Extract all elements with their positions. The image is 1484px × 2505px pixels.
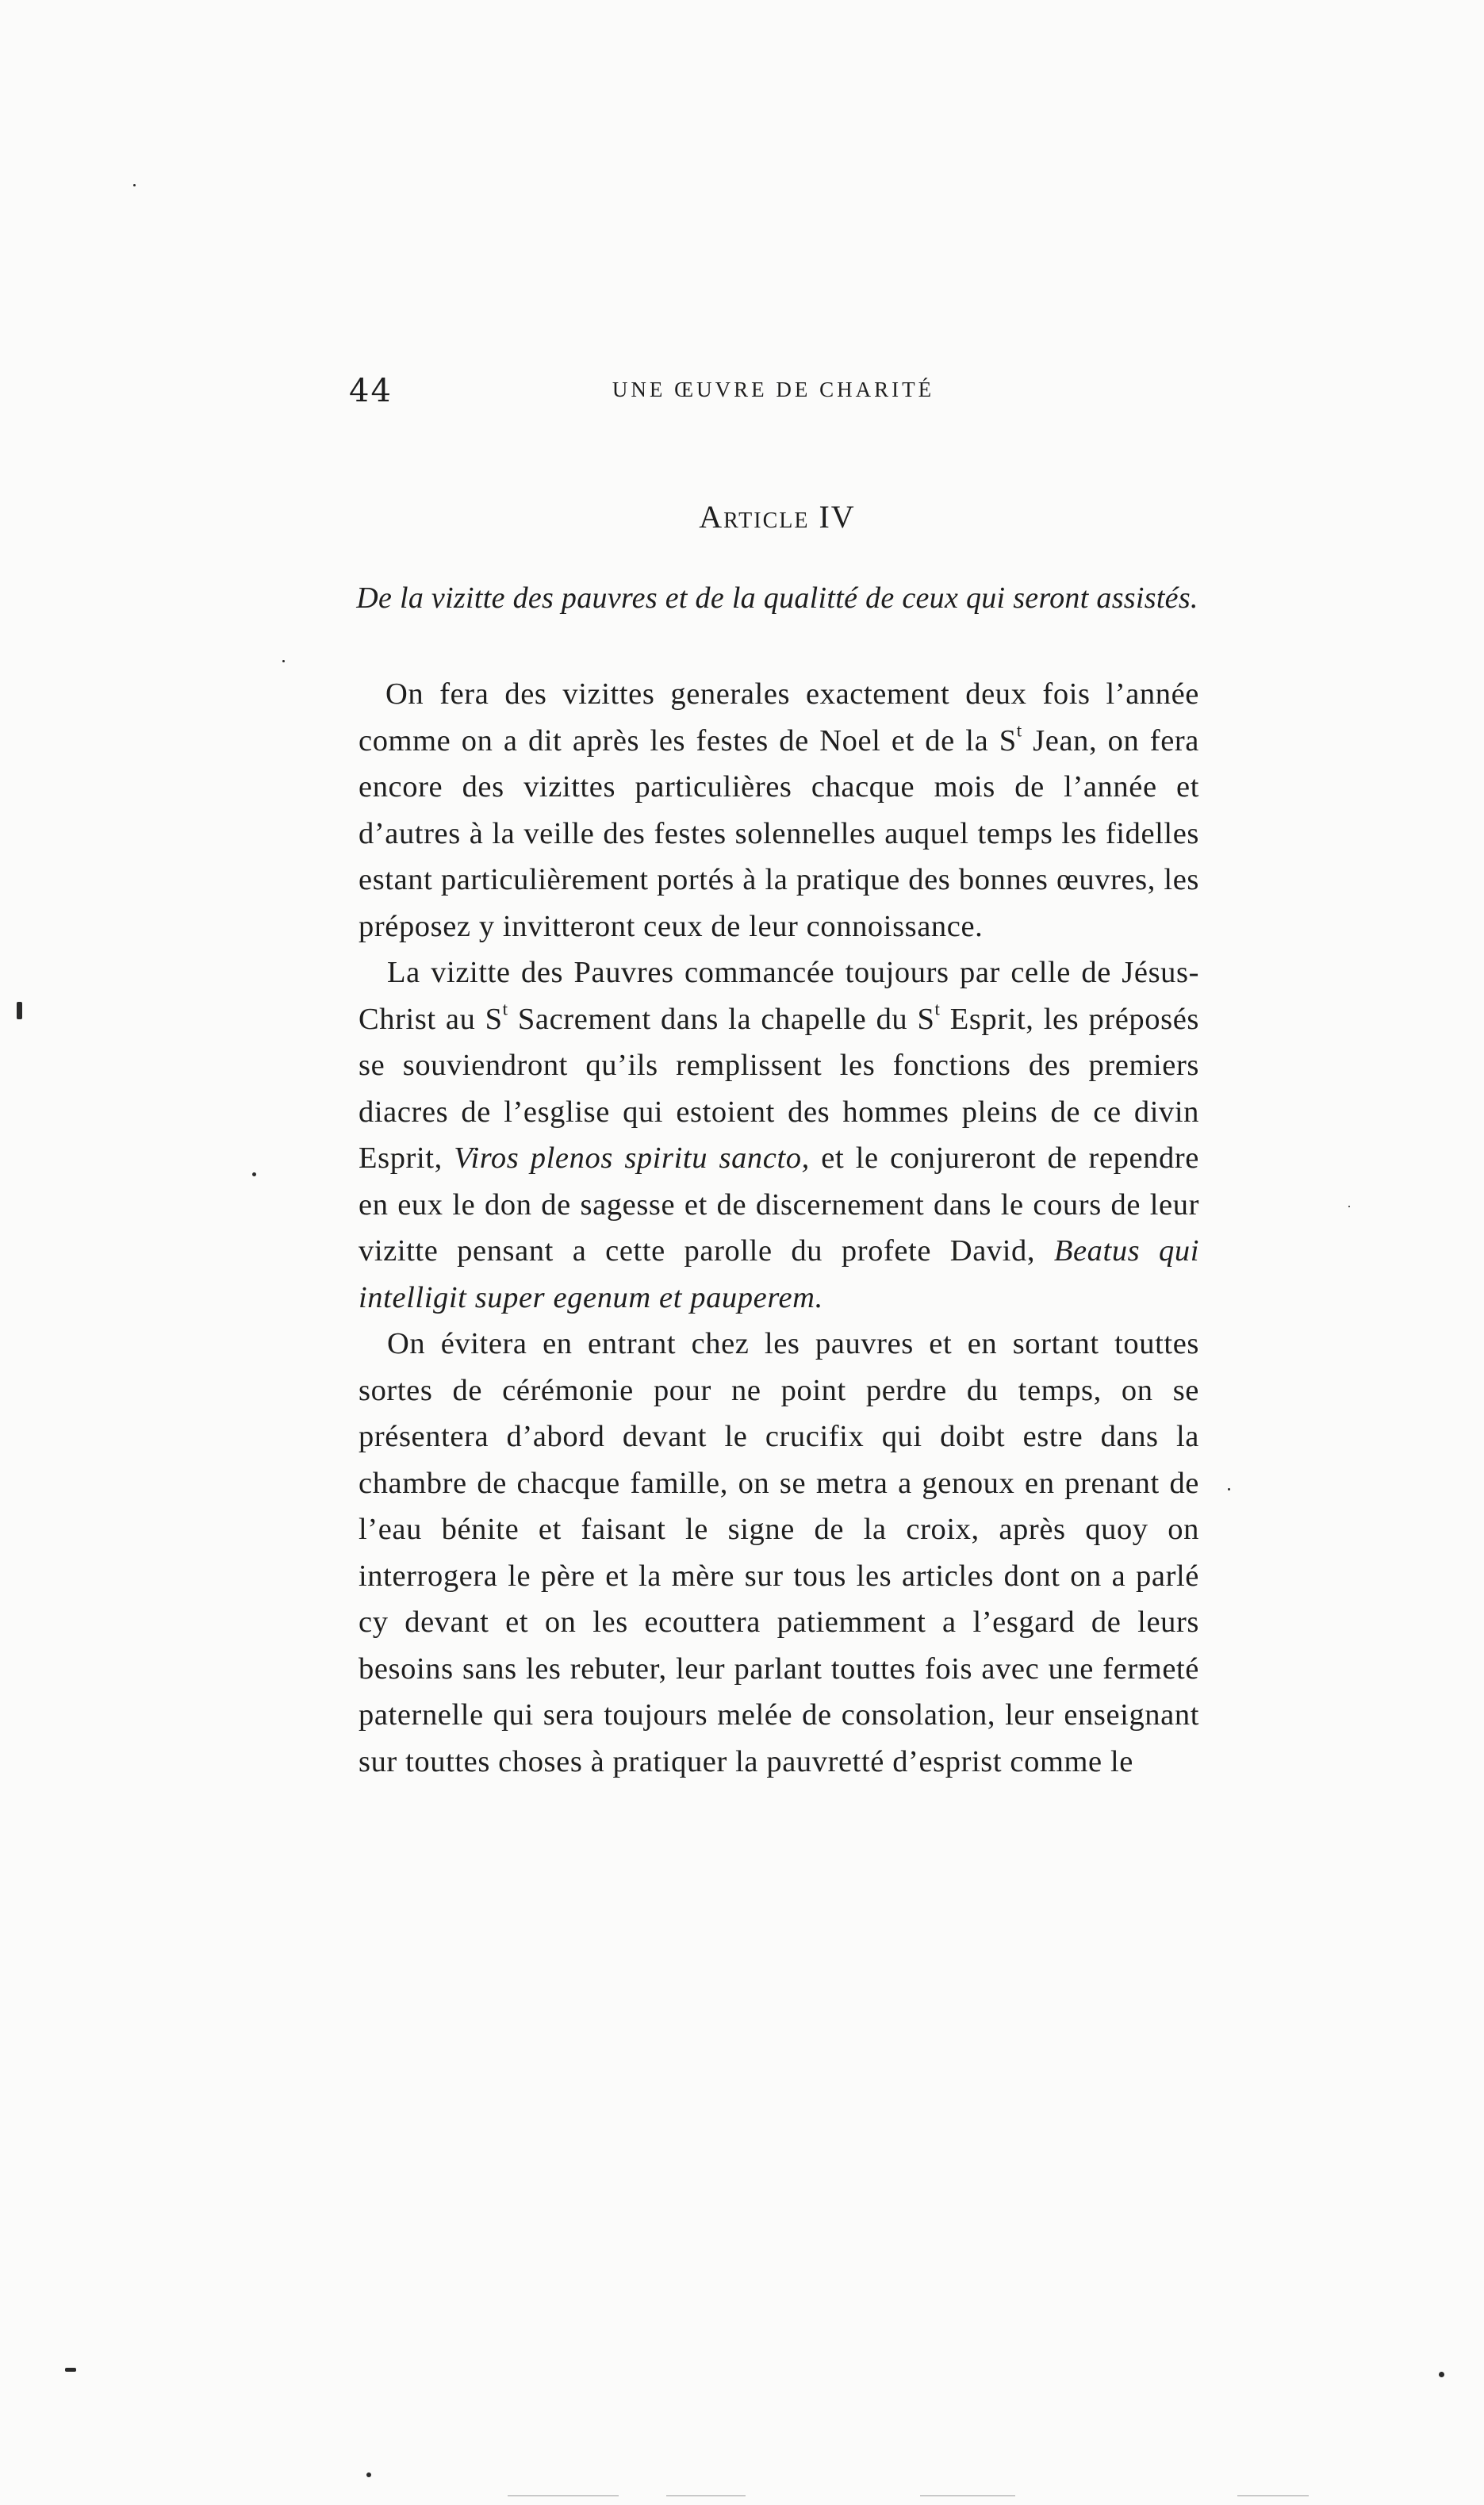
paragraph-1-text-1: On fera des vizittes generales exactement deux fois l’année comme on a dit après les festes de Noel et de la S [359, 677, 1199, 758]
paragraph-1 [359, 671, 1199, 949]
saint-abbreviation: t [1016, 719, 1022, 741]
paragraph-2-text-3: Esprit, les préposés se souviendront qu’ils remplissent les fonctions des premiers diacres de l’esglise qui estoient des hommes pleins de ce divin Esprit, [359, 1002, 1199, 1175]
saint-abbreviation: t [934, 998, 941, 1019]
article-heading: Article IV [699, 499, 856, 535]
paragraph-2-text-4: et le conjureront de rependre en eux le don de sagesse et de discernement dans le cours de leur vizitte pensant a cette parolle du profete David, [359, 1141, 1199, 1268]
article-subtitle: De la vizitte des pauvres et de la qualitté de ceux qui seront assistés. [356, 581, 1198, 615]
saint-abbreviation: t [502, 998, 508, 1019]
scan-speck [1348, 1206, 1350, 1207]
page-header [349, 373, 1206, 420]
running-title: UNE ŒUVRE DE CHARITÉ [612, 378, 935, 401]
paragraph-1-text-2: Jean, on fera encore des vizittes particulières chacque mois de l’année et d’autres à la veille des festes solennelles auquel temps les fidelles estant particulièrement portés à la pratique des bonnes œuvres, les préposez y invitteront ceux de leur connoissance. [359, 723, 1199, 943]
scan-line [666, 2495, 746, 2496]
scan-speck [1439, 2372, 1444, 2377]
paragraph-2-text-1: La vizitte des Pauvres commancée toujours par celle de Jésus-Christ au S [359, 956, 1199, 1036]
scan-speck [133, 184, 136, 186]
latin-quote-1: Viros plenos spiritu sancto, [454, 1141, 810, 1175]
paragraph-2-text-2: Sacrement dans la chapelle du S [508, 1002, 935, 1036]
scan-speck [252, 1172, 256, 1176]
scan-line [508, 2495, 619, 2496]
scan-speck [1228, 1488, 1230, 1490]
body-text [359, 671, 1199, 1785]
scan-speck [65, 2368, 76, 2372]
scan-speck [366, 2472, 371, 2477]
scan-line [920, 2495, 1015, 2496]
scan-speck [17, 1002, 22, 1019]
scan-speck [282, 660, 285, 662]
paragraph-2 [359, 949, 1199, 1321]
page-number: 44 [349, 373, 393, 409]
paragraph-3: On évitera en entrant chez les pauvres et en sortant touttes sortes de cérémonie pour ne point perdre du temps, on se présentera d’abord devant le crucifix qui doibt estre dans la chambre de chacque famille, on se metra a genoux en prenant de l’eau bénite et faisant le signe de la croix, après quoy on interrogera le père et la mère sur tous les articles dont on a parlé cy devant et on les ecouttera patiemment a l’esgard de leurs besoins sans les rebuter, leur parlant touttes fois avec une fermeté paternelle qui sera toujours melée de consolation, leur enseignant sur touttes choses à pratiquer la pauvretté d’esprist comme le [359, 1327, 1199, 1778]
latin-quote-2: Beatus qui intelligit super egenum et pauperem. [359, 1234, 1200, 1314]
scan-line [1237, 2495, 1309, 2496]
